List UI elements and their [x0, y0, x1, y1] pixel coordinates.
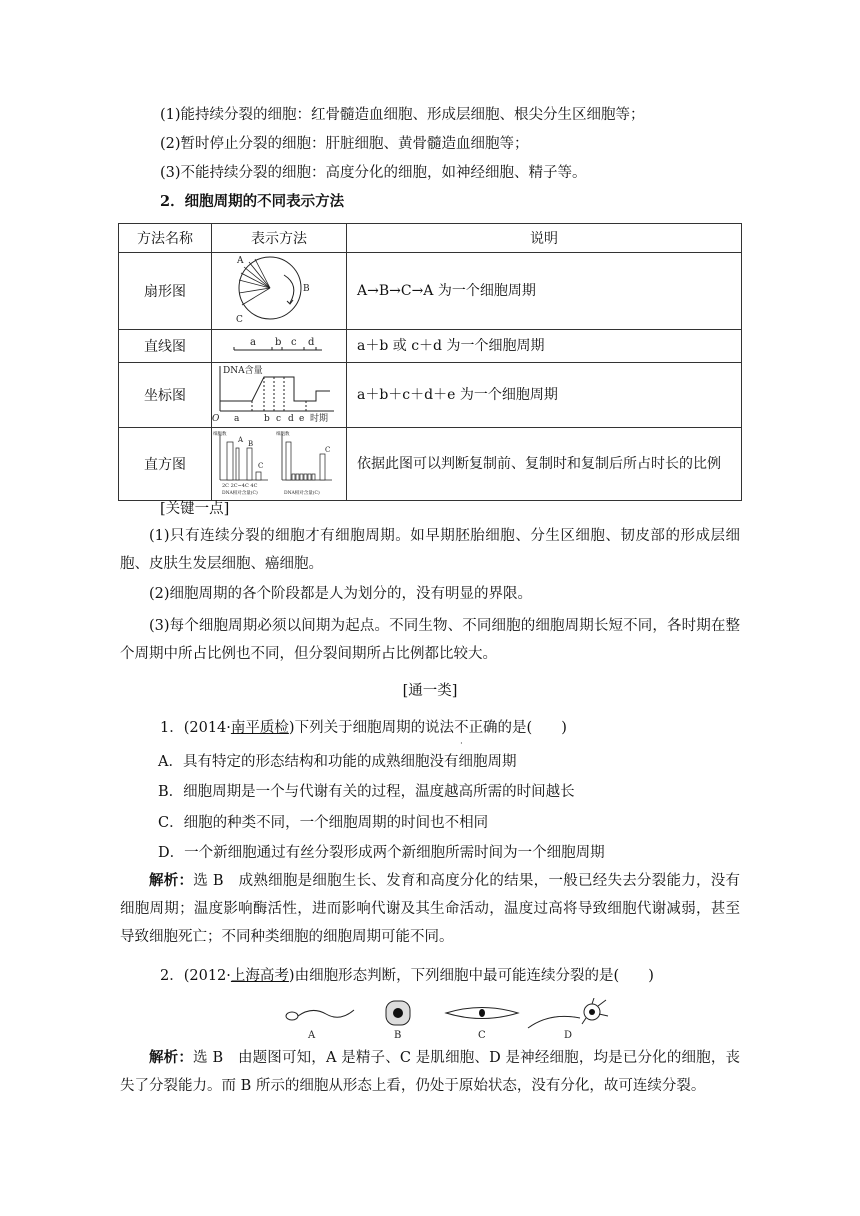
key-point-1: (1)只有连续分裂的细胞才有细胞周期。如早期胚胎细胞、分生区细胞、韧皮部的形成层细胞、皮肤生发层细胞、癌细胞。 [120, 528, 740, 572]
emphasis-dot: · [460, 739, 463, 748]
table-row [119, 253, 742, 330]
q1-option-b: B．细胞周期是一个与代谢有关的过程，温度越高所需的时间越长 [158, 784, 575, 800]
method-name-fan: 扇形图 [119, 253, 212, 330]
cell-shapes-figure [280, 998, 620, 1044]
cell-label-c: C [478, 1030, 486, 1041]
coord-xlabel: 时期 [310, 414, 329, 423]
coord-x-a: a [234, 414, 240, 423]
coord-x-e: e [299, 414, 305, 423]
key-point-3: (3)每个细胞周期必须以间期为起点。不同生物、不同细胞的细胞周期长短不同，各时期在整个周期中所占比例也不同，但分裂间期所占比例都比较大。 [120, 618, 740, 662]
q2-number: 2．(2012· [160, 968, 231, 984]
header-representation: 表示方法 [212, 224, 347, 253]
q1-emphasis-not [454, 720, 469, 748]
hist-left-label-a: A [238, 436, 244, 444]
method-name-line: 直线图 [119, 330, 212, 363]
coord-x-b: b [264, 414, 270, 423]
key-points-title: [关键一点] [160, 501, 230, 517]
cell-a-sperm [286, 1010, 354, 1020]
q2-analysis-label: 解析： [149, 1049, 194, 1066]
table-header-row [119, 224, 742, 253]
hist-right-ylabel: 细胞数 [276, 432, 290, 437]
header-method-name: 方法名称 [119, 224, 212, 253]
q1-stem-b: 正确的是( ) [468, 720, 567, 736]
q1-stem-a: )下列关于细胞周期的说法 [288, 720, 455, 736]
question-2-stem [160, 966, 654, 986]
coord-x-c: c [276, 414, 282, 423]
coordinate-diagram-figure [212, 363, 346, 423]
practice-title: [通一类] [402, 683, 458, 699]
cell-label-d: D [564, 1030, 573, 1041]
q1-analysis-text: 选 B 成熟细胞是细胞生长、发育和高度分化的结果，一般已经失去分裂能力，没有细胞周期；温度影响酶活性，进而影响代谢及其生命活动，温度过高将导致细胞代谢减弱，甚至导致细胞死亡；不同种类细胞的细胞周期可能不同。 [120, 873, 741, 945]
line-diagram [212, 330, 347, 363]
method-name-coordinate: 坐标图 [119, 363, 212, 428]
hist-left-label-b: B [248, 440, 254, 448]
method-name-histogram: 直方图 [119, 428, 212, 501]
coord-origin: O [212, 414, 220, 423]
q2-analysis [120, 1044, 740, 1100]
fan-label-c: C [236, 315, 243, 325]
cell-c-muscle [446, 1008, 518, 1019]
hist-right-label-c: C [325, 446, 331, 454]
fan-diagram-figure [212, 253, 346, 325]
header-description: 说明 [347, 224, 742, 253]
table-row [119, 363, 742, 428]
line-label-b: b [275, 337, 282, 348]
q1-option-d: D．一个新细胞通过有丝分裂形成两个新细胞所需时间为一个细胞周期 [158, 845, 605, 861]
description-line: a＋b 或 c＋d 为一个细胞周期 [347, 330, 742, 363]
intro-line-2: (2)暂时停止分裂的细胞：肝脏细胞、黄骨髓造血细胞等； [160, 136, 529, 152]
table-row [119, 330, 742, 363]
fan-diagram [212, 253, 347, 330]
key-point-2: (2)细胞周期的各个阶段都是人为划分的，没有明显的界限。 [149, 586, 533, 602]
line-diagram-figure [212, 330, 346, 358]
q2-stem: )由细胞形态判断，下列细胞中最可能连续分裂的是( ) [288, 968, 654, 984]
cell-cycle-methods-table [118, 223, 742, 501]
fan-label-a: A [237, 256, 244, 266]
question-1-stem [160, 718, 567, 748]
q1-analysis-label: 解析： [149, 872, 194, 889]
q2-analysis-text: 选 B 由题图可知，A 是精子、C 是肌细胞、D 是神经细胞，均是已分化的细胞，丧失了分裂能力。而 B 所示的细胞从形态上看，仍处于原始状态，没有分化，故可连续分裂。 [120, 1050, 741, 1094]
fan-label-b: B [303, 284, 310, 294]
hist-right-xlabel: DNA相对含量(C) [284, 491, 320, 496]
line-label-d: d [308, 337, 315, 348]
hist-left-ticks: 2C 2C~4C 4C [222, 483, 258, 489]
q1-option-c: C．细胞的种类不同，一个细胞周期的时间也不相同 [158, 815, 489, 831]
cell-label-b: B [394, 1030, 402, 1041]
line-label-c: c [291, 337, 297, 348]
description-fan: A→B→C→A 为一个细胞周期 [347, 253, 742, 330]
histogram-diagram [212, 428, 347, 501]
cell-label-a: A [308, 1030, 316, 1041]
description-histogram: 依据此图可以判断复制前、复制时和复制后所占时长的比例 [347, 428, 742, 501]
cell-d-neuron [528, 998, 608, 1028]
q1-not-text: 不 [454, 720, 469, 736]
hist-left-label-c: C [258, 462, 264, 470]
q1-number: 1．(2014· [160, 720, 231, 736]
description-coordinate: a＋b＋c＋d＋e 为一个细胞周期 [347, 363, 742, 428]
line-label-a: a [250, 337, 256, 348]
coord-x-d: d [288, 414, 294, 423]
intro-line-3: (3)不能持续分裂的细胞：高度分化的细胞，如神经细胞、精子等。 [160, 165, 587, 181]
cell-b-round [386, 1001, 410, 1025]
coordinate-diagram [212, 363, 347, 428]
hist-left-xlabel: DNA相对含量(C) [222, 491, 258, 496]
histogram-diagram-figure [212, 428, 346, 496]
q2-source: 上海高考 [230, 968, 289, 984]
section-2-title: 2．细胞周期的不同表示方法 [160, 193, 345, 210]
q1-option-a: A．具有特定的形态结构和功能的成熟细胞没有细胞周期 [158, 754, 517, 770]
hist-left-ylabel: 细胞数 [213, 432, 227, 437]
q1-source: 南平质检 [230, 720, 289, 736]
intro-line-1: (1)能持续分裂的细胞：红骨髓造血细胞、形成层细胞、根尖分生区细胞等； [160, 107, 645, 123]
coord-ylabel: DNA含量 [223, 366, 263, 376]
q1-analysis [120, 867, 740, 951]
table-row [119, 428, 742, 501]
